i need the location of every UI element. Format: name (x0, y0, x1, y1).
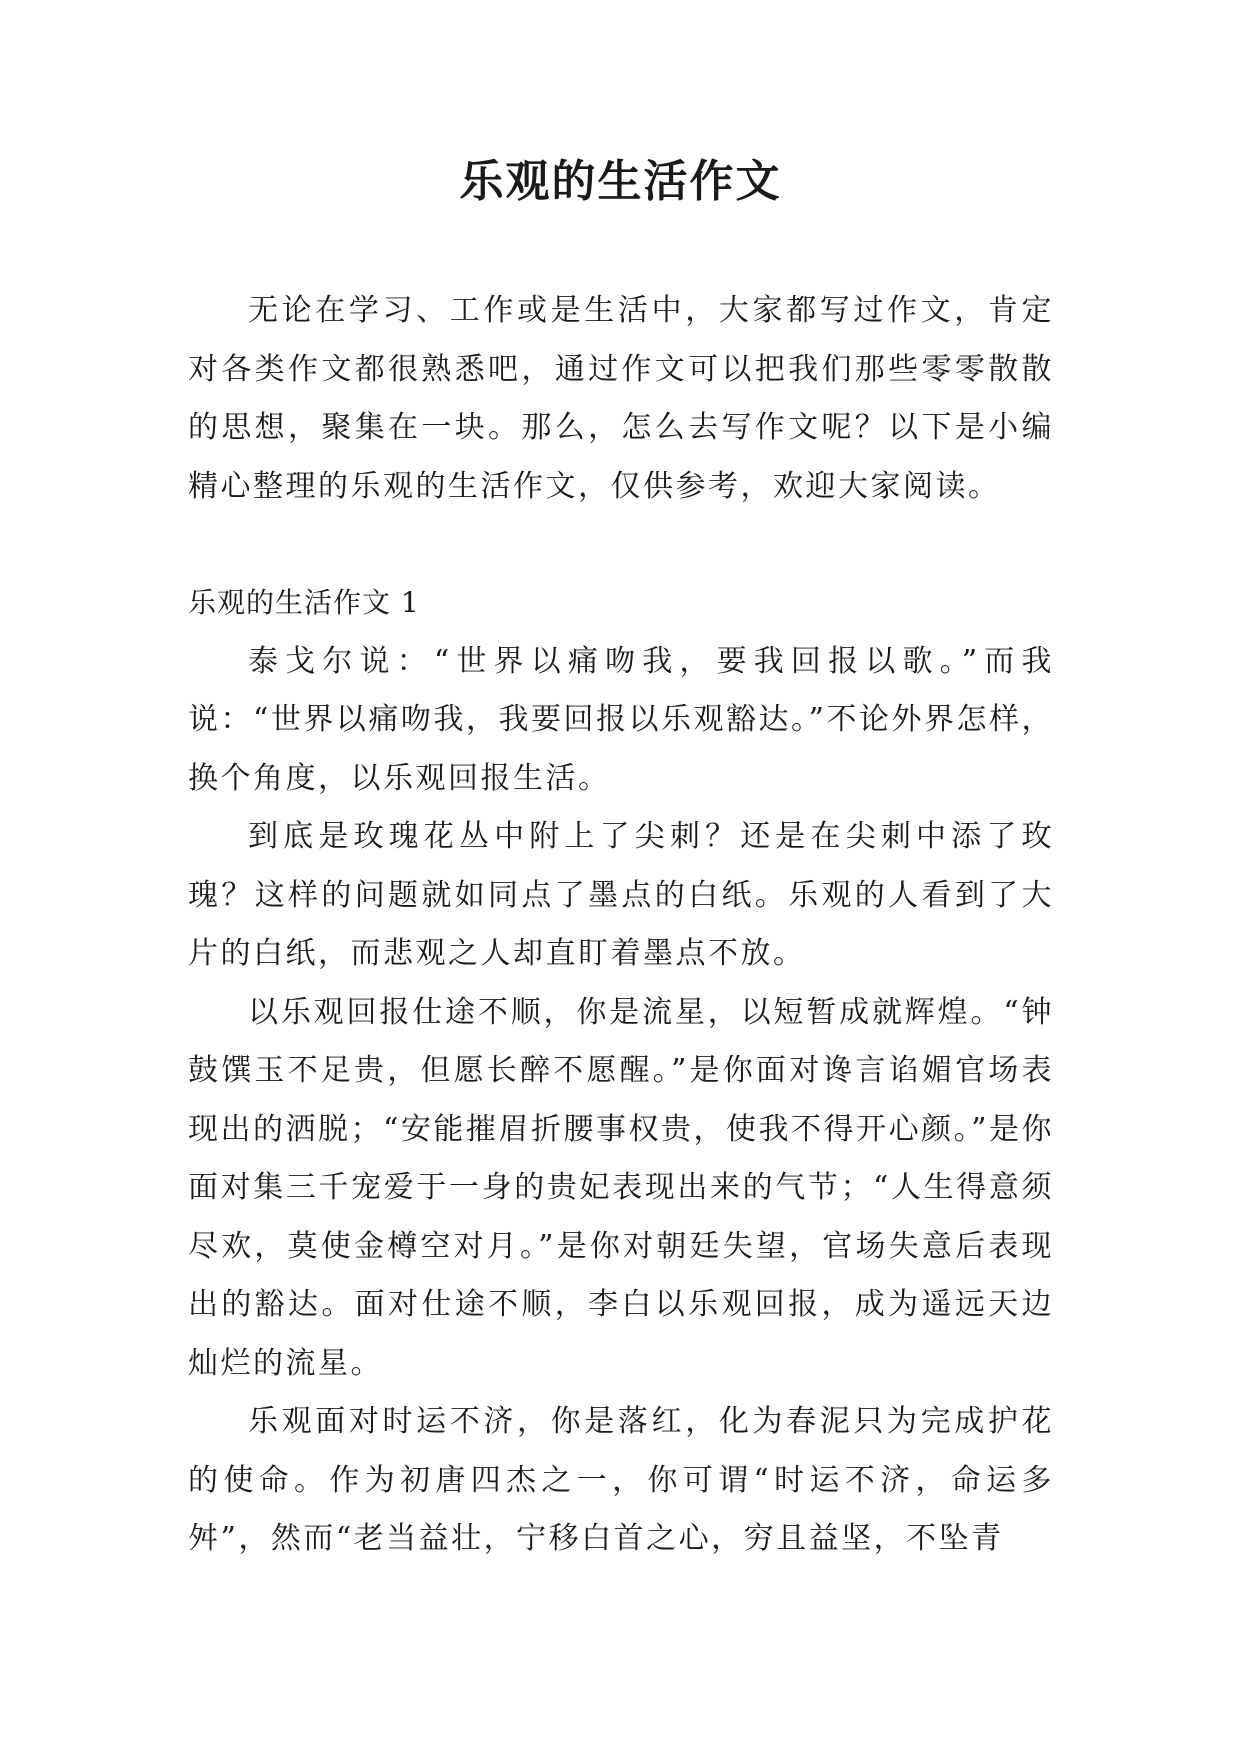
body-paragraph-4: 乐观面对时运不济，你是落红，化为春泥只为完成护花的使命。作为初唐四杰之一，你可谓“时运不济，命运多舛”，然而“老当益壮，宁移白首之心，穷且益坚，不坠青 (188, 1404, 1054, 1556)
section-heading: 乐观的生活作文 1 (188, 586, 420, 619)
body-paragraph-1: 泰戈尔说：“世界以痛吻我，要我回报以歌。”而我说：“世界以痛吻我，我要回报以乐观豁达。”不论外界怎样，换个角度，以乐观回报生活。 (188, 643, 1054, 796)
body-paragraph-2: 到底是玫瑰花丛中附上了尖刺？还是在尖刺中添了玫瑰？这样的问题就如同点了墨点的白纸。乐观的人看到了大片的白纸，而悲观之人却直盯着墨点不放。 (188, 819, 1054, 971)
document-body (188, 282, 1054, 1569)
body-paragraph-3: 以乐观回报仕途不顺，你是流星，以短暂成就辉煌。“钟鼓馔玉不足贵，但愿长醉不愿醒。”是你面对谗言谄媚官场表现出的洒脱；“安能摧眉折腰事权贵，使我不得开心颜。”是你面对集三千宠爱于一身的贵妃表现出来的气节；“人生得意须尽欢，莫使金樽空对月。”是你对朝廷失望，官场失意后表现出的豁达。面对仕途不顺，李白以乐观回报，成为遥远天边灿烂的流星。 (188, 994, 1054, 1381)
intro-paragraph: 无论在学习、工作或是生活中，大家都写过作文，肯定对各类作文都很熟悉吧，通过作文可以把我们那些零零散散的思想，聚集在一块。那么，怎么去写作文呢？以下是小编精心整理的乐观的生活作文，仅供参考，欢迎大家阅读。 (188, 293, 1054, 504)
document-title: 乐观的生活作文 (459, 156, 782, 207)
